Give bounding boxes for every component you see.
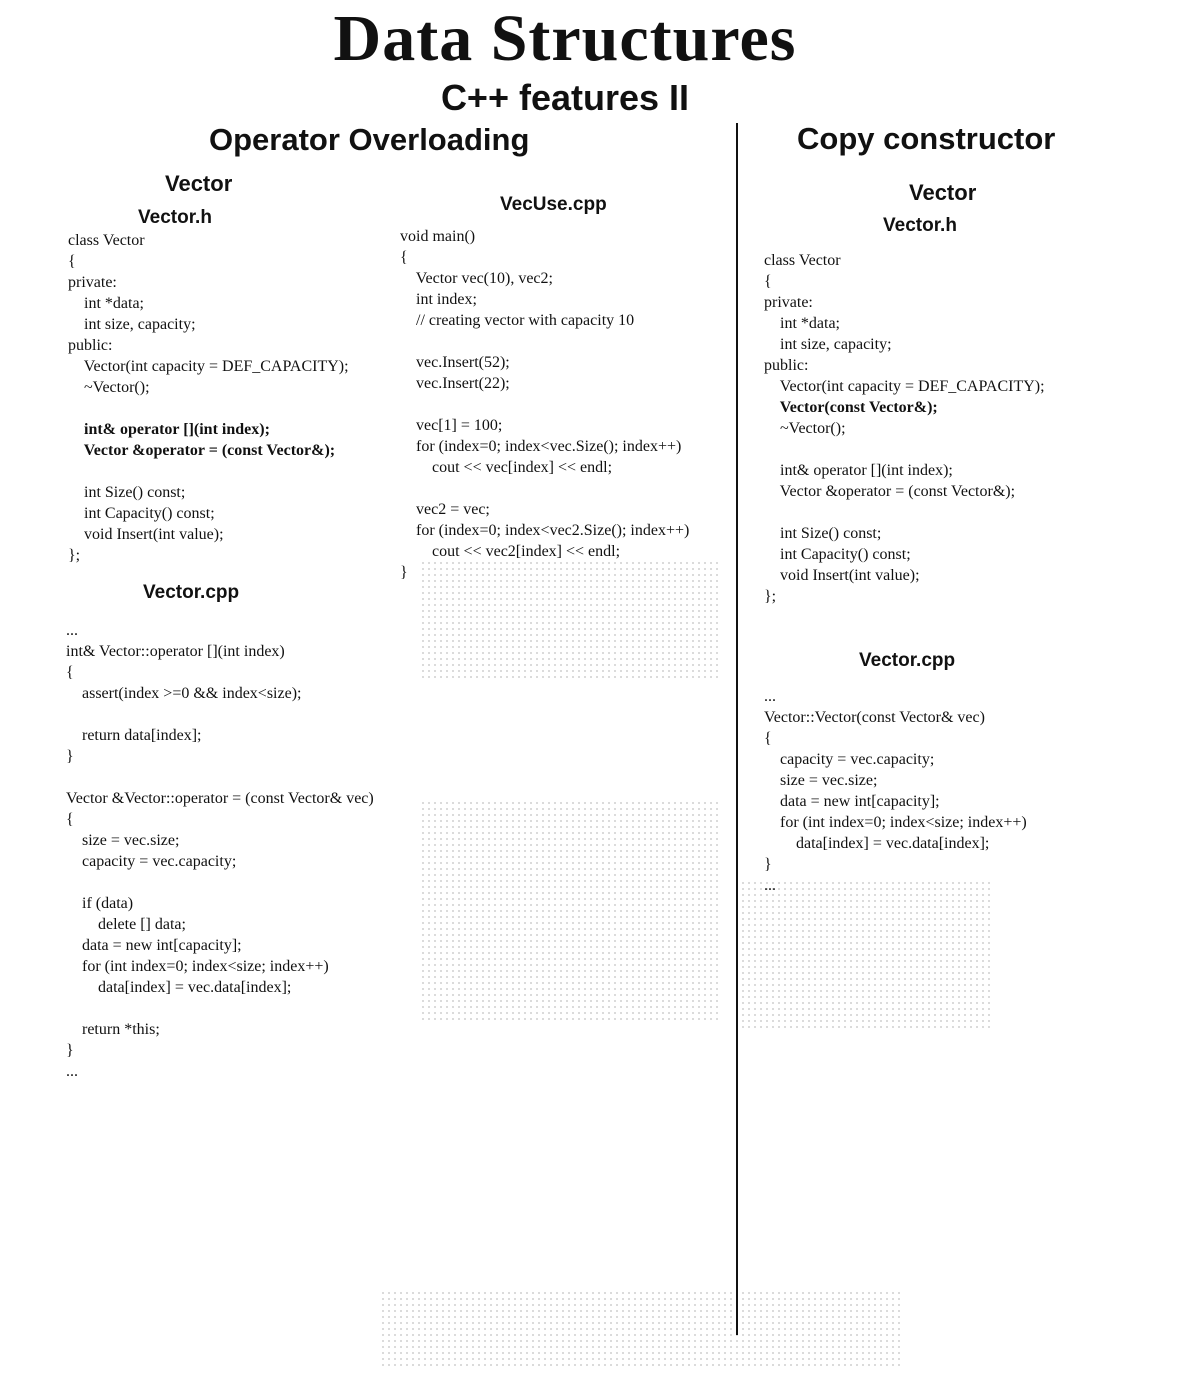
code-line: return data[index];: [66, 727, 202, 744]
code-line: int Size() const;: [764, 525, 882, 542]
page-subtitle: C++ features II: [440, 77, 690, 118]
code-line: [66, 872, 374, 893]
code-line: [400, 394, 689, 415]
code-line: ...: [66, 1063, 78, 1080]
code-line: data = new int[capacity];: [764, 793, 940, 810]
code-line: [66, 998, 374, 1019]
code-line: [68, 461, 349, 482]
code-line: cout << vec[index] << endl;: [400, 459, 613, 476]
code-block-vector-cpp: [66, 620, 374, 1082]
file-heading-vector-cpp: Vector.cpp: [143, 582, 240, 603]
code-line: for (index=0; index<vec2.Size(); index++): [400, 522, 690, 539]
code-line: {: [764, 730, 772, 747]
code-line: {: [764, 273, 772, 290]
code-line: };: [68, 547, 81, 564]
code-line: void main(): [400, 228, 476, 245]
class-title: Vector: [909, 180, 977, 205]
code-line: vec.Insert(52);: [400, 354, 510, 371]
code-line: int *data;: [764, 315, 840, 332]
code-line: void Insert(int value);: [764, 567, 920, 584]
code-block-vector-h: [764, 250, 1045, 607]
code-block-vector-cpp: [764, 686, 1027, 896]
code-line: delete [] data;: [66, 916, 186, 933]
file-heading-vector-h: Vector.h: [883, 215, 957, 236]
code-line: {: [66, 811, 74, 828]
code-line: Vector(int capacity = DEF_CAPACITY);: [764, 378, 1045, 395]
code-line: ...: [66, 622, 78, 639]
code-line: Vector &operator = (const Vector&);: [764, 483, 1016, 500]
code-line: int index;: [400, 291, 477, 308]
code-line: {: [68, 253, 76, 270]
code-line: }: [400, 564, 408, 581]
scan-speckle: [380, 1290, 900, 1370]
code-line: size = vec.size;: [66, 832, 180, 849]
section-heading-copy-constructor: Copy constructor: [797, 121, 1056, 156]
code-line: Vector vec(10), vec2;: [400, 270, 553, 287]
code-line: }: [66, 1042, 74, 1059]
code-line: vec[1] = 100;: [400, 417, 503, 434]
code-line: data[index] = vec.data[index];: [66, 979, 292, 996]
code-line: ...: [764, 688, 776, 705]
file-heading-vector-h: Vector.h: [138, 207, 212, 228]
page-title: Data Structures: [333, 2, 797, 75]
code-line: [764, 439, 1045, 460]
file-heading-vecuse-cpp: VecUse.cpp: [500, 194, 607, 215]
code-line: void Insert(int value);: [68, 526, 224, 543]
code-line: private:: [764, 294, 813, 311]
code-line: int Capacity() const;: [764, 546, 911, 563]
section-heading-operator-overloading: Operator Overloading: [209, 122, 530, 157]
code-line: if (data): [66, 895, 134, 912]
code-line: data = new int[capacity];: [66, 937, 242, 954]
code-line: [764, 502, 1045, 523]
code-line: return *this;: [66, 1021, 160, 1038]
code-line: class Vector: [764, 252, 841, 269]
code-block-vector-h: [68, 230, 349, 566]
code-line: ~Vector();: [764, 420, 846, 437]
column-divider: [736, 123, 738, 1335]
code-line: assert(index >=0 && index<size);: [66, 685, 302, 702]
code-line: [66, 767, 374, 788]
code-line: ~Vector();: [68, 379, 150, 396]
code-line: Vector &Vector::operator = (const Vector& vec): [66, 790, 374, 807]
code-line: int& Vector::operator [](int index): [66, 643, 285, 660]
code-line: for (int index=0; index<size; index++): [764, 814, 1027, 831]
class-title: Vector: [165, 171, 233, 196]
code-line: {: [400, 249, 408, 266]
code-line: data[index] = vec.data[index];: [764, 835, 990, 852]
code-line: {: [66, 664, 74, 681]
code-line: int size, capacity;: [764, 336, 892, 353]
code-line: int Size() const;: [68, 484, 186, 501]
code-line: int& operator [](int index);: [68, 421, 270, 438]
code-line: capacity = vec.capacity;: [66, 853, 237, 870]
code-line: Vector(int capacity = DEF_CAPACITY);: [68, 358, 349, 375]
code-line: public:: [68, 337, 113, 354]
code-line: Vector &operator = (const Vector&);: [68, 442, 336, 459]
code-line: [400, 478, 689, 499]
code-line: for (index=0; index<vec.Size(); index++): [400, 438, 682, 455]
code-line: int Capacity() const;: [68, 505, 215, 522]
code-line: class Vector: [68, 232, 145, 249]
code-line: size = vec.size;: [764, 772, 878, 789]
code-line: vec.Insert(22);: [400, 375, 510, 392]
code-line: };: [764, 588, 777, 605]
code-line: capacity = vec.capacity;: [764, 751, 935, 768]
code-line: public:: [764, 357, 809, 374]
code-line: vec2 = vec;: [400, 501, 490, 518]
code-line: }: [66, 748, 74, 765]
code-line: [400, 331, 689, 352]
code-line: [68, 398, 349, 419]
code-block-vecuse-cpp: [400, 226, 689, 583]
code-line: [66, 704, 374, 725]
code-line: int& operator [](int index);: [764, 462, 953, 479]
scan-speckle: [420, 800, 720, 1020]
code-line: ...: [764, 877, 776, 894]
code-line: cout << vec2[index] << endl;: [400, 543, 621, 560]
code-line: Vector(const Vector&);: [764, 399, 938, 416]
code-line: Vector::Vector(const Vector& vec): [764, 709, 985, 726]
scan-speckle: [740, 880, 990, 1030]
code-line: private:: [68, 274, 117, 291]
code-line: for (int index=0; index<size; index++): [66, 958, 329, 975]
code-line: }: [764, 856, 772, 873]
code-line: // creating vector with capacity 10: [400, 312, 635, 329]
file-heading-vector-cpp: Vector.cpp: [859, 650, 956, 671]
code-line: int *data;: [68, 295, 144, 312]
code-line: int size, capacity;: [68, 316, 196, 333]
